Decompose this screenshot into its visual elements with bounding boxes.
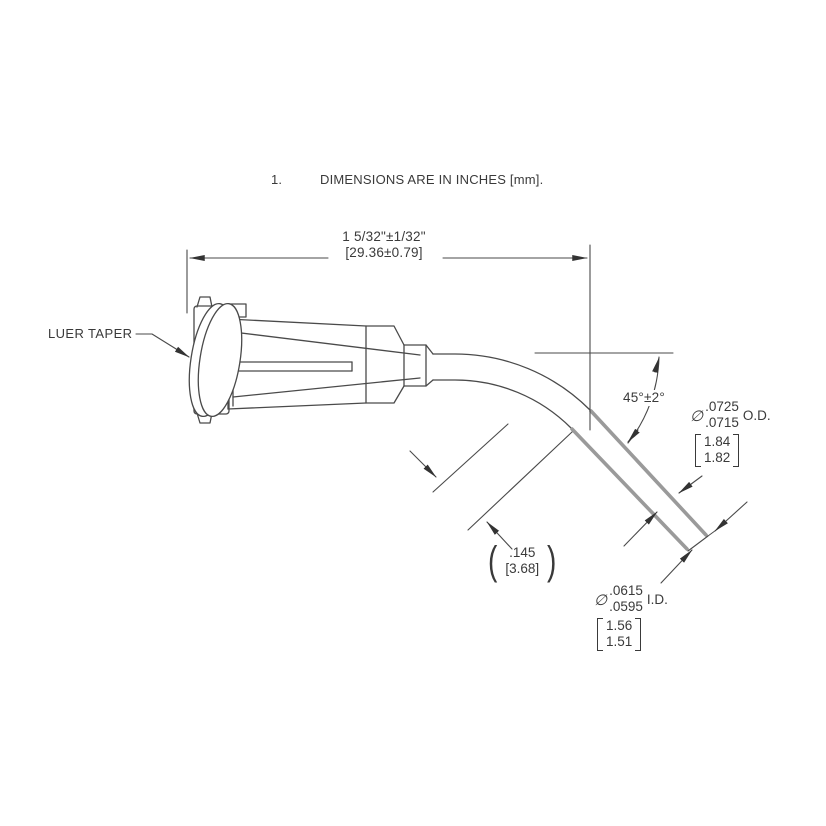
diameter-symbol: ∅ [594,592,608,610]
id-mm-max: 1.56 [606,617,633,633]
id-dimension-lines [661,502,747,583]
luer-taper-leader [136,334,189,357]
od-callout [690,399,771,467]
od-mm-min: 1.82 [704,450,731,466]
note-text: DIMENSIONS ARE IN INCHES [mm]. [320,172,544,187]
close-paren: ) [547,539,557,583]
id-max: .0615 [609,583,643,598]
bend-length-dimension-lines [410,424,572,549]
overall-length-dimension-lines [187,245,590,430]
luer-flange [182,297,248,423]
luer-taper-label: LUER TAPER [48,326,133,341]
note-number: 1. [271,172,283,187]
bracket-right [635,618,641,651]
overall-length-inches: 1 5/32"±1/32" [342,229,426,244]
id-mm-min: 1.51 [606,634,633,650]
bracket-left [597,618,603,651]
id-label: I.D. [646,591,668,607]
id-callout [594,583,668,651]
od-mm-max: 1.84 [704,433,731,449]
bend-length-callout [486,539,558,583]
overall-length-dimension [322,229,446,261]
hub-barrel [228,319,433,409]
bracket-left [695,434,701,467]
od-min: .0715 [705,415,739,431]
bend-length-inches: .145 [509,544,536,560]
bracket-right [733,434,739,467]
overall-length-mm: [29.36±0.79] [345,244,423,260]
od-label: O.D. [742,407,771,423]
diameter-symbol: ∅ [690,408,704,426]
od-max: .0725 [705,399,739,414]
bend-angle-dimension: 45°±2° [623,390,665,405]
open-paren: ( [487,539,498,583]
bend-length-mm: [3.68] [505,561,540,576]
id-min: .0595 [609,599,643,615]
